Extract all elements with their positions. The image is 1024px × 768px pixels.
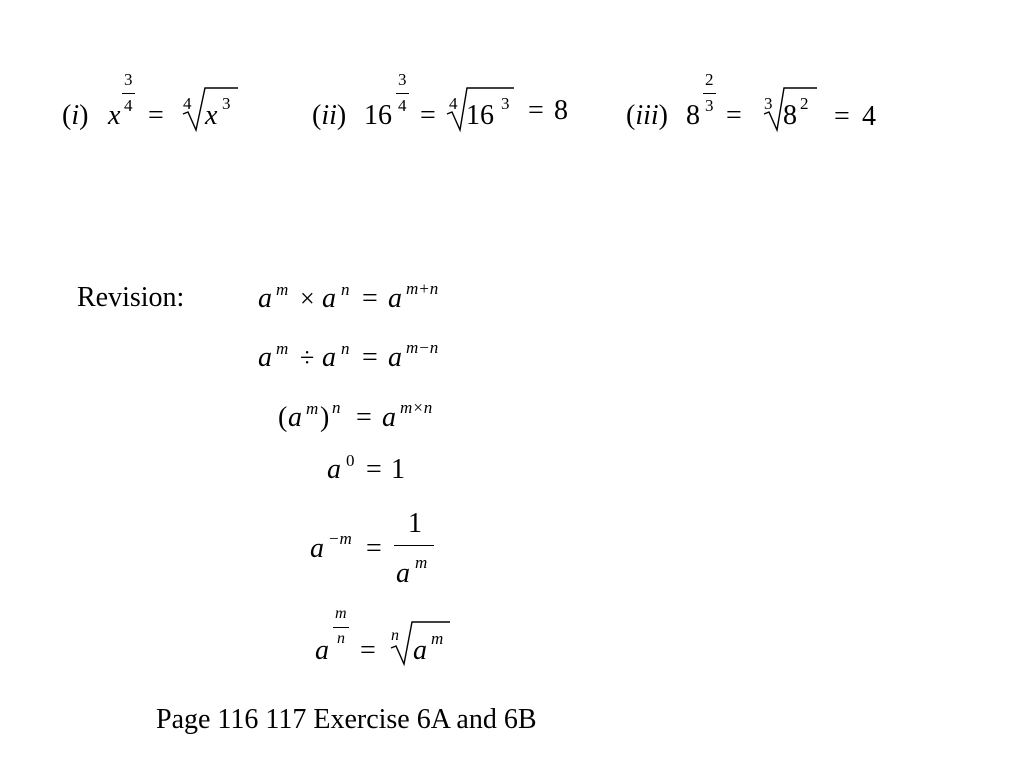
divide-operator: ÷ <box>300 343 315 372</box>
exponent: n <box>341 280 350 299</box>
base-8: 8 <box>686 100 700 131</box>
denominator-exponent: m <box>415 553 428 572</box>
revision-heading: Revision: <box>77 282 185 313</box>
equals-sign: = <box>420 100 436 131</box>
exponent-numerator: 3 <box>124 70 133 89</box>
base-a: a <box>322 342 336 373</box>
radicand-8: 8 <box>783 100 797 131</box>
equals-sign: = <box>362 283 378 314</box>
exponent-numerator: 2 <box>705 70 714 89</box>
result-value: 8 <box>554 95 568 126</box>
exponent-fraction-bar <box>396 93 409 94</box>
equals-sign: = <box>148 100 164 131</box>
exponent-fraction-bar <box>122 93 135 94</box>
exponent-fraction-bar <box>703 93 716 94</box>
label-i: (i) <box>62 100 89 131</box>
exponent-denominator: 4 <box>124 96 133 115</box>
exponent-numerator: 3 <box>398 70 407 89</box>
exponent: n <box>341 339 350 358</box>
exponent: m×n <box>400 398 433 417</box>
exponent-fraction-bar <box>333 627 349 628</box>
exponent: m−n <box>406 338 439 357</box>
base-a: a <box>382 402 396 433</box>
root-index: 4 <box>449 94 458 113</box>
equals-sign: = <box>366 454 382 485</box>
exponent-denominator: 4 <box>398 96 407 115</box>
close-paren: ) <box>320 402 330 433</box>
radicand-exponent: 3 <box>501 94 510 113</box>
equals-sign: = <box>362 342 378 373</box>
base-x: x <box>108 100 121 131</box>
equals-sign: = <box>360 635 376 666</box>
exponent: m <box>276 339 289 358</box>
base-a: a <box>315 635 329 666</box>
exponent: m <box>276 280 289 299</box>
times-operator: × <box>300 284 315 313</box>
radicand-exponent: m <box>431 629 444 648</box>
radicand-x: x <box>205 100 218 131</box>
open-paren: ( <box>278 402 288 433</box>
base-16: 16 <box>364 100 392 131</box>
label-ii: (ii) <box>312 100 347 131</box>
exponent: m <box>306 399 319 418</box>
exponent-numerator: m <box>335 605 347 622</box>
base-a: a <box>310 533 324 564</box>
root-index: 4 <box>183 94 192 113</box>
exponent: m+n <box>406 279 439 298</box>
fraction-bar <box>394 545 434 546</box>
radicand-exponent: 2 <box>800 94 809 113</box>
result-value: 1 <box>391 454 405 485</box>
exponent: −m <box>328 529 352 548</box>
fraction-numerator: 1 <box>408 508 422 539</box>
equals-sign: = <box>366 533 382 564</box>
exponent-denominator: 3 <box>705 96 714 115</box>
radicand-base-a: a <box>413 635 427 666</box>
result-equals-sign: = <box>834 101 850 132</box>
base-a: a <box>288 402 302 433</box>
base-a: a <box>327 454 341 485</box>
equals-sign: = <box>726 100 742 131</box>
label-iii: (iii) <box>626 100 668 131</box>
equals-sign: = <box>356 402 372 433</box>
radicand-exponent: 3 <box>222 94 231 113</box>
base-a: a <box>258 283 272 314</box>
result-value: 4 <box>862 101 876 132</box>
exponent-denominator: n <box>337 630 345 647</box>
base-a: a <box>388 283 402 314</box>
exponent: n <box>332 398 341 417</box>
denominator-base-a: a <box>396 558 410 589</box>
base-a: a <box>258 342 272 373</box>
base-a: a <box>322 283 336 314</box>
exercise-reference: Page 116 117 Exercise 6A and 6B <box>156 704 537 735</box>
radicand-16: 16 <box>466 100 494 131</box>
base-a: a <box>388 342 402 373</box>
result-equals-sign: = <box>528 95 544 126</box>
root-index: n <box>391 627 399 644</box>
exponent: 0 <box>346 451 355 470</box>
root-index: 3 <box>764 94 773 113</box>
